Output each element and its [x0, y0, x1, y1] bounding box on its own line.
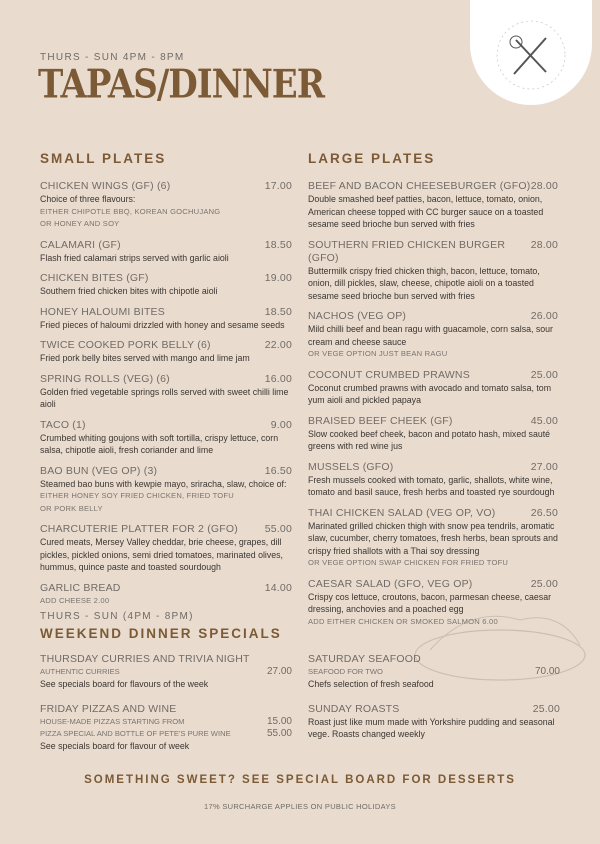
- item-header: [40, 306, 292, 319]
- item-price: 14.00: [264, 581, 292, 594]
- item-description: Flash fried calamari strips served with garlic aioli: [40, 252, 229, 263]
- item-name: SPRING ROLLS (VEG) (6): [40, 372, 170, 385]
- specials-hours: THURS - SUN (4PM - 8PM): [40, 611, 194, 622]
- special-description: Chefs selection of fresh seafood: [308, 679, 434, 689]
- item-description: Fried pieces of haloumi drizzled with honey and sesame seeds: [40, 319, 285, 330]
- special-description: See specials board for flavours of the week: [40, 679, 209, 689]
- item-description: Southern fried chicken bites with chipotle aioli: [40, 286, 218, 296]
- small-plates-list: [40, 180, 292, 615]
- specials-heading: WEEKEND DINNER SPECIALS: [40, 626, 282, 641]
- special-header: [308, 653, 560, 666]
- item-note: OR VEGE OPTION SWAP CHICKEN FOR FRIED TOFU: [308, 558, 509, 567]
- item-header: [40, 272, 292, 285]
- menu-item: [40, 465, 292, 516]
- item-price: 27.00: [530, 460, 558, 473]
- menu-item: [40, 272, 292, 298]
- item-price: 18.50: [264, 238, 292, 251]
- menu-item: [40, 373, 292, 411]
- menu-item: [40, 306, 292, 332]
- item-name: COCONUT CRUMBED PRAWNS: [308, 368, 470, 381]
- item-description: Fresh mussels cooked with tomato, garlic, shallots, white wine, tomato and basil sauce, fresh herbs and toasted rye sourdough: [308, 474, 555, 497]
- special-name: FRIDAY PIZZAS AND WINE: [40, 702, 177, 715]
- item-description: Golden fried vegetable springs rolls served with sweet chilli lime aioli: [40, 386, 289, 409]
- item-note: ADD CHEESE 2.00: [40, 595, 110, 605]
- special-item: [308, 703, 560, 741]
- item-price: 28.00: [530, 238, 558, 251]
- menu-item: [40, 523, 292, 574]
- special-description: See specials board for flavour of week: [40, 740, 190, 751]
- special-price: 25.00: [532, 702, 560, 715]
- menu-item: [40, 239, 292, 265]
- item-header: [40, 523, 292, 536]
- menu-item: [308, 461, 558, 499]
- option-price: 15.00: [266, 715, 292, 727]
- item-description: Cured meats, Mersey Valley cheddar, brie cheese, grapes, dill pickles, pickled onions, semi dried tomatoes, marinated olives, hummus, quince paste and toasted sourdough: [40, 537, 284, 572]
- item-description: Crispy cos lettuce, croutons, bacon, parmesan cheese, caesar dressing, anchovies and a poached egg: [308, 591, 552, 614]
- menu-item: [308, 415, 558, 453]
- item-name: BAO BUN (VEG OP) (3): [40, 464, 158, 477]
- large-plates-heading: LARGE PLATES: [308, 151, 436, 166]
- menu-item: [308, 180, 558, 231]
- item-header: [308, 578, 558, 591]
- item-description: Crumbed whiting goujons with soft tortilla, crispy lettuce, corn salsa, chipotle aioli, fresh coriander and lime: [40, 432, 279, 455]
- item-description: Choice of three flavours:: [40, 194, 136, 204]
- item-header: [40, 582, 292, 595]
- item-price: 17.00: [264, 180, 292, 192]
- special-name: SATURDAY SEAFOOD: [308, 653, 421, 665]
- option-label: AUTHENTIC CURRIES: [40, 667, 120, 676]
- item-description: Buttermilk crispy fried chicken thigh, bacon, lettuce, tomato, onion, dill pickles, slaw, cheese, chipotle aioli on a toasted sesame seed brioche bun served with fries: [308, 265, 540, 301]
- item-name: THAI CHICKEN SALAD (VEG OP, VO): [308, 506, 496, 519]
- menu-item: [308, 507, 558, 570]
- item-name: CHICKEN BITES (GF): [40, 272, 149, 284]
- item-price: 22.00: [264, 339, 292, 351]
- desserts-note: SOMETHING SWEET? SEE SPECIAL BOARD FOR DESSERTS: [84, 774, 516, 786]
- item-description: Slow cooked beef cheek, bacon and potato hash, mixed sauté greens with red wine jus: [308, 428, 551, 451]
- item-price: 26.50: [530, 506, 558, 519]
- item-note: EITHER CHIPOTLE BBQ, KOREAN GOCHUJANG OR HONEY AND SOY: [40, 206, 221, 228]
- special-header: [308, 703, 560, 716]
- item-description: Double smashed beef patties, bacon, lettuce, tomato, onion, American cheese topped with CC burger sauce on a toasted sesame seed brioche bun served with fries: [308, 194, 544, 229]
- option-label: PIZZA SPECIAL AND BOTTLE OF PETE'S PURE WINE: [40, 728, 231, 738]
- option-price: 70.00: [534, 666, 560, 677]
- large-plates-list: [308, 180, 558, 636]
- item-header: [308, 461, 558, 474]
- option-price: 55.00: [266, 727, 292, 739]
- coffee-cat-logo: [470, 0, 592, 105]
- menu-item: [308, 369, 558, 407]
- item-name: SOUTHERN FRIED CHICKEN BURGER (GFO): [308, 238, 506, 264]
- item-header: [40, 180, 292, 193]
- service-hours: THURS - SUN 4PM - 8PM: [40, 52, 185, 63]
- option-label: HOUSE-MADE PIZZAS STARTING FROM: [40, 716, 185, 726]
- item-name: TACO (1): [40, 418, 86, 431]
- item-price: 18.50: [264, 305, 292, 318]
- item-name: BRAISED BEEF CHEEK (GF): [308, 414, 453, 427]
- surcharge-note: 17% SURCHARGE APPLIES ON PUBLIC HOLIDAYS: [204, 802, 396, 811]
- item-price: 9.00: [270, 418, 292, 431]
- special-header: [40, 653, 292, 666]
- item-note: EITHER HONEY SOY FRIED CHICKEN, FRIED TOFU OR PORK BELLY: [40, 491, 234, 513]
- item-name: HONEY HALOUMI BITES: [40, 305, 165, 318]
- special-option: [40, 666, 292, 678]
- special-header: [40, 703, 292, 716]
- item-note: OR VEGE OPTION JUST BEAN RAGU: [308, 349, 448, 358]
- item-price: 26.00: [530, 310, 558, 322]
- menu-item: [40, 180, 292, 231]
- specials-right: [308, 653, 560, 753]
- item-price: 45.00: [530, 414, 558, 427]
- special-description: Roast just like mum made with Yorkshire pudding and seasonal vege. Roasts changed weekly: [308, 716, 555, 739]
- item-header: [308, 415, 558, 428]
- menu-item: [40, 339, 292, 365]
- special-option: [308, 666, 560, 678]
- item-name: CHARCUTERIE PLATTER FOR 2 (GFO): [40, 523, 238, 535]
- item-name: GARLIC BREAD: [40, 581, 121, 594]
- item-header: [40, 239, 292, 252]
- item-price: 25.00: [530, 368, 558, 381]
- page-title: TAPAS/DINNER: [38, 62, 324, 108]
- special-name: SUNDAY ROASTS: [308, 702, 400, 715]
- item-name: CAESAR SALAD (GFO, VEG OP): [308, 577, 473, 590]
- item-header: [308, 310, 558, 323]
- item-description: Fried pork belly bites served with mango and lime jam: [40, 353, 250, 363]
- special-option: [40, 728, 292, 740]
- menu-item: [40, 419, 292, 457]
- item-header: [308, 180, 558, 193]
- special-name: THURSDAY CURRIES AND TRIVIA NIGHT: [40, 653, 250, 665]
- item-name: BEEF AND BACON CHEESEBURGER (GFO): [308, 180, 531, 192]
- item-name: TWICE COOKED PORK BELLY (6): [40, 339, 211, 351]
- item-price: 16.00: [264, 372, 292, 385]
- item-name: CHICKEN WINGS (GF) (6): [40, 180, 171, 192]
- item-note: ADD EITHER CHICKEN OR SMOKED SALMON 6.00: [308, 616, 498, 626]
- menu-item: [308, 310, 558, 361]
- crossed-knives-icon: [470, 0, 592, 105]
- special-item: [40, 703, 292, 753]
- item-price: 55.00: [264, 523, 292, 535]
- item-description: Mild chilli beef and bean ragu with guacamole, corn salsa, sour cream and cheese sauce: [308, 324, 553, 347]
- item-price: 16.50: [264, 464, 292, 477]
- item-name: MUSSELS (GFO): [308, 460, 394, 473]
- special-item: [40, 653, 292, 691]
- menu-item: [308, 239, 558, 303]
- item-header: [40, 465, 292, 478]
- item-header: [308, 369, 558, 382]
- item-header: [40, 339, 292, 352]
- special-option: [40, 716, 292, 728]
- item-header: [308, 239, 558, 265]
- item-header: [40, 373, 292, 386]
- item-price: 19.00: [264, 272, 292, 284]
- item-name: CALAMARI (GF): [40, 238, 121, 251]
- option-price: 27.00: [266, 666, 292, 677]
- item-header: [40, 419, 292, 432]
- item-description: Steamed bao buns with kewpie mayo, sriracha, slaw, choice of:: [40, 478, 287, 489]
- item-header: [308, 507, 558, 520]
- specials-left: [40, 653, 292, 764]
- item-description: Marinated grilled chicken thigh with snow pea tendrils, aromatic slaw, cucumber, cherry tomatoes, fresh herbs, bean sprouts and crispy fried shallots with a Thai soy dressing: [308, 520, 558, 556]
- item-description: Coconut crumbed prawns with avocado and tomato salsa, tom yum aioli and pickled papaya: [308, 382, 552, 405]
- option-label: SEAFOOD FOR TWO: [308, 667, 383, 676]
- special-item: [308, 653, 560, 691]
- menu-item: [40, 582, 292, 608]
- small-plates-heading: SMALL PLATES: [40, 151, 167, 166]
- item-price: 25.00: [530, 577, 558, 590]
- item-price: 28.00: [530, 180, 558, 192]
- item-name: NACHOS (VEG OP): [308, 310, 407, 322]
